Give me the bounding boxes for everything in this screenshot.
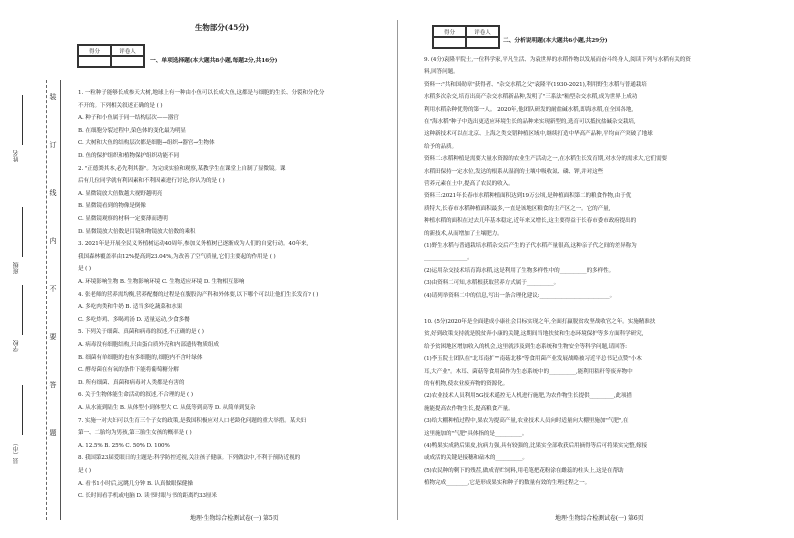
q9-line: 水稻多次杂交,培育出高产杂交水稻新品种,发明了"三系法"籼型杂交水稻,成为世界上成功 — [424, 94, 638, 101]
seal-word: 线 — [49, 189, 57, 197]
page-divider — [397, 20, 398, 520]
left-question-line: C. 多吃炸鸡、多喝鸡汤 D. 适量运动,少食多餐 — [78, 316, 190, 323]
q10-line: 给予贫困地区增加收入的机会,这里就涉及到生态系统和生物安全等科学问题,请回答: — [424, 343, 627, 350]
left-question-line: 是 ( ) — [78, 468, 92, 474]
score-blank[interactable] — [433, 37, 466, 48]
q10-line: (5)农民种的剩下的残茬,做成青贮饲料,用毛笔把花粉涂在雌蕊的柱头上,这是在帮助 — [424, 467, 624, 474]
left-question-line: A. 显微镜放大倍数越大视野越明亮 — [78, 190, 163, 197]
q9-line: 质特大,长春市水稻种植面积最多,一直是该地区粮食的主产区之一。它的产量, — [424, 205, 611, 212]
q9-line: 料,回答问题。 — [424, 69, 459, 76]
margin-blank[interactable] — [22, 207, 23, 257]
left-question-line: A. 多吃肉类和牛奶 B. 适当多吃蔬菜和水果 — [78, 304, 183, 311]
left-section-title: 一、单项选择题(本大题共8小题,每题2分,共16分) — [150, 58, 278, 64]
left-question-line: A. 种子和小鱼属于同一结构层次——器官 — [78, 115, 179, 122]
binding-dash-line — [46, 80, 47, 520]
seal-word: 要 — [49, 333, 57, 341]
q10-line[interactable]: 这里施加的"气肥"具体指的是__________。 — [424, 430, 528, 437]
left-question-line: 我国森林覆盖率由12%提高到23.04%,为改善了空气质量,它们主要起的作用是 ( ) — [78, 253, 276, 260]
grader-blank[interactable] — [111, 56, 144, 67]
q9-line[interactable]: (2)运用杂交技术培育海水稻,这是利用了生物多样性中的__________的多样性。 — [424, 267, 615, 274]
q9-line: 利用水稻杂种优势的第一人。 2020年,他团队研发的耐盐碱水稻,即海水稻,在全国各地, — [424, 106, 634, 113]
q9-line: (1)野生水稻与普通栽培水稻杂交后产生的子代水稻产量很高,这种亲子代之间的差异称为 — [424, 243, 637, 249]
seal-word: 订 — [49, 141, 57, 149]
q9-line: 资料一:"共和国勋章"获得者、"杂交水稻之父"袁隆平(1930-2021),利用野生水稻与普通栽培 — [424, 81, 647, 88]
score-label: 得分 — [433, 26, 466, 37]
q9-line[interactable]: (4)请列举资料二中的信息,写出一条合理化建议:__________________________。 — [424, 292, 616, 299]
left-question-line: D. 鱼的保护组织和植物保护组织功能不同 — [78, 153, 179, 159]
q10-line: (3)给大棚种植过程中,果农为提高产量,农业技术人员向时适量向大棚里施加"气肥",在 — [424, 418, 629, 425]
q9-line: 这种新技术可以在北京、上海之类交错种植区域中,继续打造中华高产品种,平均亩产突破了地球 — [424, 131, 653, 138]
seal-word: 内 — [49, 237, 57, 245]
q9-line[interactable]: ________________。 — [424, 255, 473, 262]
left-question-line: B. 在细胞分裂过程中,染色体的变化最为明显 — [78, 127, 186, 134]
margin-label: 学校 — [13, 340, 20, 352]
left-question-line: 2. "正德粪其本,必先利其器"。为完成实验和观察,某教学生在课堂上自制了显微镜。课 — [78, 165, 286, 172]
left-question-line: C. 酵母菌在有氧的条件下能将葡萄糖分解 — [78, 367, 179, 374]
right-section-title: 二、分析说明题(本大题共6小题,共29分) — [503, 38, 608, 44]
q10-line: 贫,好到政策支持就是脱贫奔小康的关键,这期间当地扶贫和生态环境保护等多方面科学研究, — [424, 331, 644, 338]
right-score-table — [432, 25, 500, 49]
left-question-line: A. 12.5% B. 25% C. 50% D. 100% — [78, 442, 170, 449]
left-question-line: 6. 关于生物体能生命活动的叙述,不合理的是 ( ) — [78, 392, 193, 399]
seal-word: 不 — [49, 285, 57, 293]
q9-line: 在"海水稻"种子中选出更适应环境生长的品种来实现新型的,选育可以抵抗盐碱杂交栽培, — [424, 119, 636, 125]
left-question-line: D. 显微镜放大倍数是目镜和物镜放大倍数的乘积 — [78, 228, 196, 235]
left-question-line: B. 细菌有单细胞的也有多细胞的,细胞内不含叶绿体 — [78, 354, 203, 361]
q9-line: 9. (4分)袁隆平院士,一位科学家,平凡生活、为袁世界的水稻作物以发展而奋斗终身人,阅读下列与水稻有关的资 — [424, 57, 691, 63]
grader-label: 评卷人 — [466, 26, 499, 37]
left-question-line: 是 ( ) — [78, 266, 92, 273]
q9-line: 资料二:水稻种植是需要大量水资源的农业生产活动之一,在水稻生长发育期,对水分的需求大,它们需要 — [424, 156, 668, 163]
margin-blank[interactable] — [22, 95, 23, 145]
left-question-line: A. 看书1小时后,远眺几分钟 B. 认真做眼保健操 — [78, 480, 193, 487]
q10-line[interactable]: 植物完成________,它是形成果实和种子的数量有效的生理过程之一。 — [424, 480, 591, 487]
left-question-line: 后有几位同学就有利因素和不利因素进行讨论,你认为的是 ( ) — [78, 178, 225, 185]
left-page-footer: 地理·生物综合检测试卷(一) 第5页 — [190, 515, 279, 522]
left-question-line: 4. 张老师的营养需均衡,营养配餐的过程是在腹股沟产科和外体要,以下哪个可以让他们生长发育? ( ) — [78, 291, 319, 298]
left-question-line: 7. 实施一对夫妇可以生育三个子女的政策,是我国积极应对人口老龄化问题的重大举措。某夫妇 — [78, 417, 307, 424]
left-question-line: B. 显微镜看到的物像是倒像 — [78, 203, 146, 210]
margin-blank[interactable] — [22, 285, 23, 335]
left-question-line: 8. 我国第23届爱眼日的主题是:科学防控近视,关注孩子健康。下列做法中,不利于预防近视的 — [78, 455, 301, 462]
score-blank[interactable] — [78, 56, 111, 67]
q10-line[interactable]: (2)农业技术人员利用5G技术遥控无人机进行施肥,为农作物生长提供_________,此项措 — [424, 393, 632, 400]
margin-label: 姓名 — [13, 150, 20, 162]
q9-line: 的新技术,从而增加了土壤肥力。 — [424, 230, 503, 237]
q9-line: 给予的品质。 — [424, 143, 457, 150]
q9-line: 水稻田保持一定水位,发达的根系从湿润的土壤中吸收氮、磷、钾,并对这些 — [424, 168, 604, 175]
q10-line: 施能提高农作物生长,提高粮食产量。 — [424, 405, 514, 412]
left-question-line: C. 大树和大鱼的结构层次都是细胞→组织→器官→生物体 — [78, 140, 215, 147]
left-question-line: C. 显微镜观察的材料一定要薄而透明 — [78, 216, 168, 222]
score-label: 得分 — [78, 45, 111, 56]
seal-word: 题 — [49, 429, 57, 437]
margin-blank[interactable] — [22, 385, 23, 435]
q10-line: 的有机物,使农业废弃物的资源化。 — [424, 381, 509, 387]
left-question-line: 1. 一粒种子能够长成参天大树,地球上有一种由小鱼可以长成大鱼,这都是与细胞的生长、分裂和分化分 — [78, 90, 325, 96]
grader-label: 评卷人 — [111, 45, 144, 56]
right-page-footer: 地理·生物综合检测试卷(一) 第6页 — [555, 515, 644, 522]
margin-label: 县（市） — [13, 440, 20, 464]
grader-blank[interactable] — [466, 37, 499, 48]
q9-line: 资料三:2021年长春市水稻种植面积达到19万公顷,是种植面积第二的粮食作物,由于优 — [424, 193, 632, 200]
q10-line[interactable]: 耳,大产业"。木耳、菌菇等食用菌作为生态系统中的__________,能利用秸秆等废弃物中 — [424, 368, 633, 375]
left-question-line: 第一、二胎均为男孩,第三胎生女孩的概率是 ( ) — [78, 430, 192, 437]
left-question-line: 不开的。下列相关叙述正确的是 ( ) — [78, 102, 163, 109]
left-question-line: A. 从水流到陆生 B. 从体型小到体型大 C. 从低等到高等 D. 从简单到复杂 — [78, 405, 256, 411]
left-score-table — [77, 44, 145, 68]
q10-line[interactable]: 或成活的关键是接穗和砧木的__________。 — [424, 455, 528, 462]
left-page-header-title: 生物部分(45分) — [195, 23, 250, 32]
binding-line — [60, 80, 61, 520]
q9-line[interactable]: (3)由资料二可知,水稻根获取营养方式属于__________。 — [424, 280, 560, 287]
q10-line: (1)李玉院士团队在"北耳南扩""南菇北移"等食用菌产业发展战略被习近平总书记点赞"小木 — [424, 356, 642, 363]
left-question-line: D. 所有细菌、真菌和病毒对人类都是有害的 — [78, 379, 185, 386]
q9-line: 营养元素在土中,提高了农民的收入。 — [424, 181, 514, 187]
left-question-line: A. 病毒没有细胞结构,只由蛋白质外壳和内部遗传物质组成 — [78, 342, 219, 348]
left-question-line: 3. 2021年是开展全民义务植树运动40周年,参加义务植树已逐渐成为人们的自觉行动。40年来, — [78, 241, 309, 248]
q9-line: 种植水稻的面积在过去几年基本稳定,近年来又增长,这主要得益于长春市委市政府提出的 — [424, 218, 637, 225]
margin-label: 班级 — [13, 262, 20, 274]
seal-word: 答 — [49, 381, 57, 389]
q10-line: 10. (5分)2020年是全面建成小康社会目标实现之年,全面打赢脱贫攻坚战收官之年。实施精准扶 — [424, 319, 656, 325]
left-question-line: C. 长时间看手机或电脑 D. 读书时眼与书的距离约33厘米 — [78, 493, 217, 500]
seal-word: 装 — [49, 93, 57, 101]
left-question-line: 5. 下列关于细菌、真菌和病毒的叙述,不正确的是 ( ) — [78, 329, 204, 336]
q10-line: (4)鸭果实成熟后果皮,抗病力强,具有较强的,比果实全部收获后用摘得等后可将果实完整,嫁接 — [424, 443, 648, 449]
left-question-line: A. 环境影响生物 B. 生物影响环境 C. 生物适应环境 D. 生物相互影响 — [78, 279, 245, 285]
